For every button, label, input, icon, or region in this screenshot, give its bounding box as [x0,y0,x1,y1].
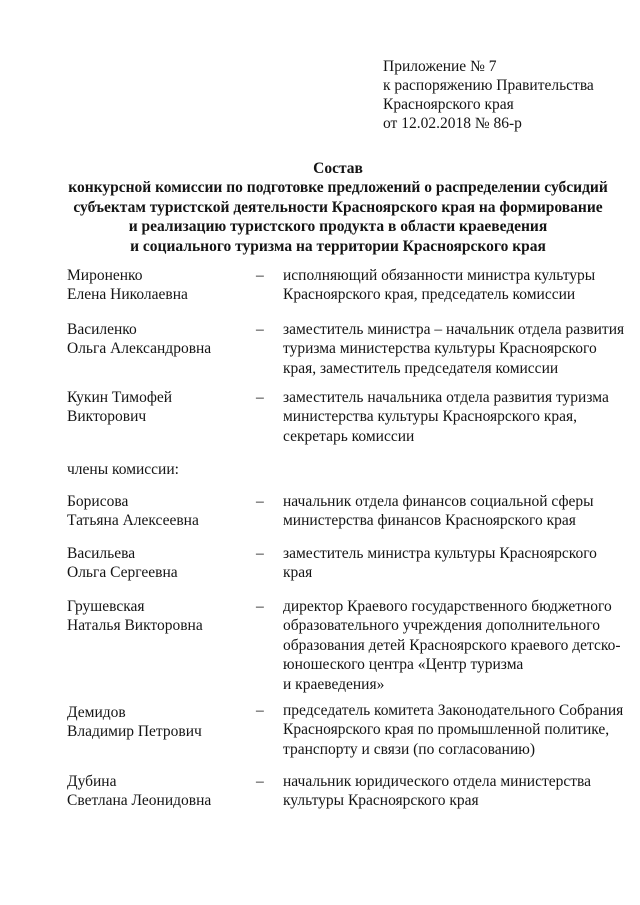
document-heading [50,159,626,256]
members-label: члены комиссии: [67,461,179,478]
person-name: Кукин Тимофей Викторович [67,389,173,426]
dash-separator: – [256,702,264,719]
person-name: Грушевская Наталья Викторовна [67,598,203,635]
person-name: Василенко Ольга Александровна [67,321,212,358]
person-role: заместитель министра культуры Красноярского края [283,545,597,582]
heading-line: и социального туризма на территории Красноярского края [130,237,546,255]
person-name: Мироненко Елена Николаевна [67,267,188,304]
appendix-reference: к распоряжению Правительства [383,77,594,94]
appendix-number: Приложение № 7 [383,58,497,75]
dash-separator: – [256,773,264,790]
person-role: председатель комитета Законодательного Собрания Красноярского края по промышленной политике, транспорту и связи (по согласованию) [283,702,624,758]
appendix-header [383,57,594,133]
person-role: директор Краевого государственного бюджетного образовательного учреждения дополнительного образования детей Красноярского краевого детско- юношеского центра «Центр туризма и краеведения» [283,598,621,693]
appendix-region: Красноярского края [383,96,514,113]
person-name: Дубина Светлана Леонидовна [67,773,212,810]
heading-line: конкурсной комиссии по подготовке предложений о распределении субсидий [68,179,608,197]
dash-separator: – [256,493,264,510]
dash-separator: – [256,321,264,338]
person-role: заместитель начальника отдела развития туризма министерства культуры Красноярского края, секретарь комиссии [283,389,609,445]
person-role: начальник отдела финансов социальной сферы министерства финансов Красноярского края [283,493,594,530]
person-name: Демидов Владимир Петрович [67,704,202,741]
heading-title: Состав [313,160,363,177]
heading-line: и реализацию туристского продукта в области краеведения [128,218,548,236]
dash-separator: – [256,267,264,284]
appendix-date: от 12.02.2018 № 86-р [383,115,522,132]
dash-separator: – [256,598,264,615]
person-role: исполняющий обязанности министра культуры Красноярского края, председатель комиссии [283,267,596,304]
person-role: заместитель министра – начальник отдела развития туризма министерства культуры Красноярского края, заместитель председателя комиссии [283,321,625,377]
person-name: Васильева Ольга Сергеевна [67,545,178,582]
heading-line: субъектам туристской деятельности Красноярского края на формирование [73,198,603,216]
dash-separator: – [256,389,264,406]
person-name: Борисова Татьяна Алексеевна [67,493,199,530]
dash-separator: – [256,545,264,562]
person-role: начальник юридического отдела министерства культуры Красноярского края [283,773,591,810]
